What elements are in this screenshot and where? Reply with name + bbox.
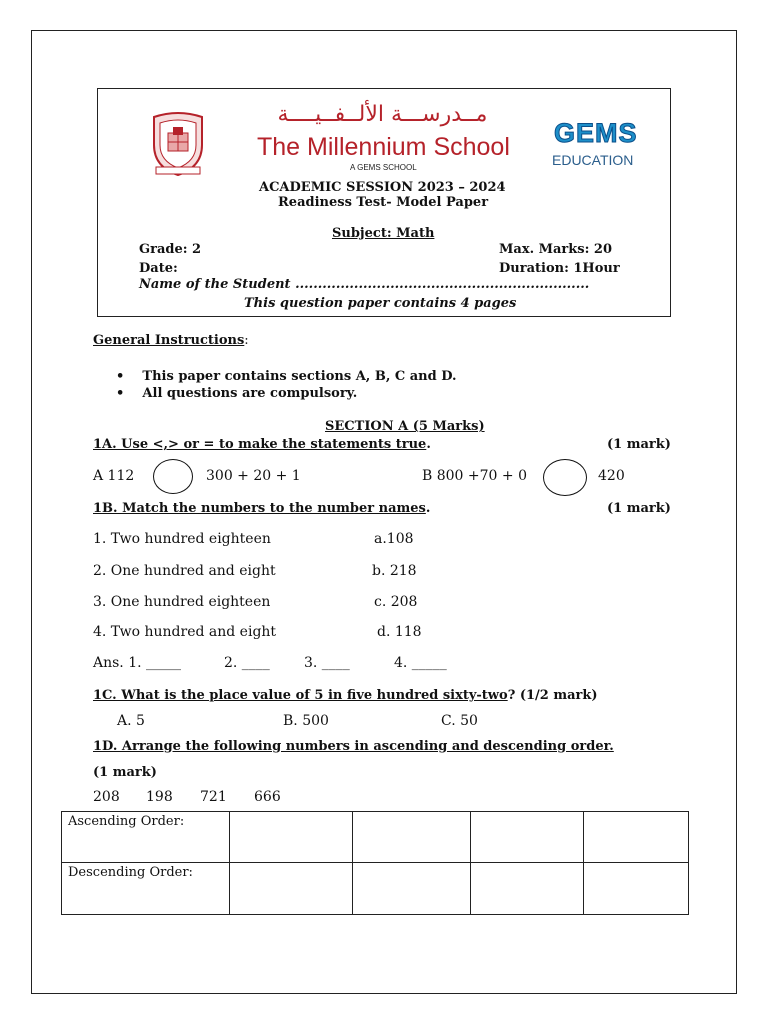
school-crest-icon [146,111,210,177]
section-a-title: SECTION A (5 Marks) [325,419,485,434]
instructions-heading [93,333,249,348]
table-row [62,863,689,915]
duration: Duration: 1Hour [499,261,620,276]
school-name-arabic: مــدرســـة الألــفــيــــة [277,102,488,127]
academic-session: ACADEMIC SESSION 2023 – 2024 [259,180,506,195]
q1a-b-right: 420 [598,468,625,484]
q1a-heading [93,437,431,452]
q1b-answer-blank[interactable]: 2. ____ [224,655,270,671]
answer-cell[interactable] [471,812,584,863]
q1d-number: 208 [93,789,120,805]
q1b-heading [93,501,430,516]
ascending-label: Ascending Order: [62,812,230,863]
date-label: Date: [139,261,178,276]
q1a-label: 1A. Use <,> or = to make the statements true [93,437,427,452]
q1d-marks: (1 mark) [93,765,157,780]
q1a-a-right: 300 + 20 + 1 [206,468,301,484]
q1c-option[interactable]: A. 5 [117,713,145,729]
answer-cell[interactable] [353,812,471,863]
q1a-a-answer-circle[interactable] [153,459,193,494]
q1a-b-answer-circle[interactable] [543,459,587,496]
q1b-number: d. 118 [377,624,422,640]
q1b-answer-blank[interactable]: 3. ____ [304,655,350,671]
q1c-option[interactable]: C. 50 [441,713,478,729]
instruction-item: • This paper contains sections A, B, C and D. [116,369,457,384]
q1a-period: . [426,437,431,452]
q1b-number: a.108 [374,531,414,547]
q1b-answer-blank[interactable]: 4. _____ [394,655,447,671]
instruction-text: All questions are compulsory. [142,386,358,401]
school-name: The Millennium School [257,133,510,161]
q1c-option[interactable]: B. 500 [283,713,329,729]
q1a-b-left: B 800 +70 + 0 [422,468,527,484]
answer-cell[interactable] [584,863,689,915]
gems-logo [548,118,638,172]
q1b-number-name: 4. Two hundred and eight [93,624,277,640]
test-name: Readiness Test- Model Paper [278,195,489,210]
gems-logo-text: GEMS [554,118,638,148]
q1c-label: 1C. What is the place value of 5 in five hundred sixty-two [93,688,508,703]
q1a-a-left: A 112 [93,468,135,484]
school-subtitle: A GEMS SCHOOL [350,163,417,172]
q1b-marks: (1 mark) [607,501,671,516]
order-table [61,811,689,915]
q1b-number: c. 208 [374,594,418,610]
instruction-text: This paper contains sections A, B, C and D. [142,369,457,384]
q1d-number: 666 [254,789,281,805]
max-marks: Max. Marks: 20 [499,242,613,257]
q1b-number-name: 1. Two hundred eighteen [93,531,271,547]
q1b-number: b. 218 [372,563,417,579]
q1b-period: . [425,501,431,516]
q1d-label: 1D. Arrange the following numbers in ascending and descending order. [93,739,614,754]
answer-cell[interactable] [230,863,353,915]
q1b-answer-blank[interactable]: Ans. 1. _____ [93,655,182,671]
table-row [62,812,689,863]
student-name-line: Name of the Student ................................................................. [139,277,590,292]
q1d-number: 198 [146,789,173,805]
instruction-item: • All questions are compulsory. [116,386,358,401]
answer-cell[interactable] [353,863,471,915]
instructions-title: General Instructions [93,333,245,348]
q1b-label: 1B. Match the numbers to the number names [93,501,426,516]
answer-cell[interactable] [471,863,584,915]
grade: Grade: 2 [139,242,202,257]
descending-label: Descending Order: [62,863,230,915]
q1d-number: 721 [200,789,227,805]
q1a-marks: (1 mark) [607,437,671,452]
subject: Subject: Math [332,226,435,241]
answer-cell[interactable] [230,812,353,863]
q1b-number-name: 2. One hundred and eight [93,563,276,579]
q1b-number-name: 3. One hundred eighteen [93,594,271,610]
instructions-colon: : [244,333,249,348]
pages-note: This question paper contains 4 pages [244,296,517,311]
gems-education-text: EDUCATION [552,152,634,168]
answer-cell[interactable] [584,812,689,863]
q1c-heading [93,688,598,703]
q1c-suffix: ? (1/2 mark) [507,688,598,703]
